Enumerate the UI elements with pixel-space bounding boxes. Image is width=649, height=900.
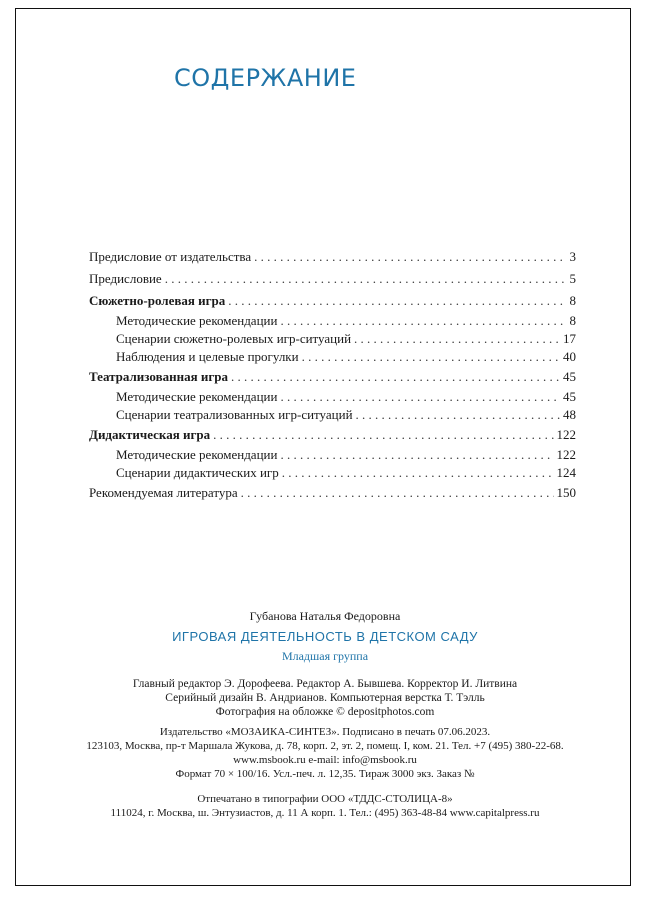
toc-entry-page: 40: [563, 349, 576, 364]
toc-leader-dots: [213, 424, 553, 446]
toc-entry-label: Сценарии сюжетно-ролевых игр-ситуаций: [116, 331, 352, 346]
toc-leader-dots: [241, 482, 554, 504]
toc-entry-label: Предисловие от издательства: [89, 249, 252, 264]
toc-entry-page: 48: [563, 407, 576, 422]
toc-subentry[interactable]: [89, 388, 576, 406]
toc-entry-page: 45: [563, 389, 576, 404]
toc-entry-page: 150: [556, 485, 576, 500]
book-subtitle: Младшая группа: [281, 649, 369, 663]
toc-subentry[interactable]: [89, 446, 576, 464]
toc-leader-dots: [356, 406, 560, 424]
toc-leader-dots: [280, 446, 553, 464]
publisher-line: 123103, Москва, пр-т Маршала Жукова, д. 78, корп. 2, эт. 2, помещ. I, ком. 21. Тел. +7 (495) 380-22-68.: [86, 740, 564, 752]
author-name: Губанова Наталья Федоровна: [249, 609, 401, 623]
credits-line: Фотография на обложке © depositphotos.com: [215, 706, 435, 718]
toc-leader-dots: [280, 388, 560, 406]
publisher-line: www.msbook.ru e-mail: info@msbook.ru: [233, 754, 417, 766]
toc-leader-dots: [354, 330, 560, 348]
credits-block: [60, 677, 590, 719]
publisher-line: Издательство «МОЗАИКА-СИНТЕЗ». Подписано в печать 07.06.2023.: [159, 726, 491, 738]
toc-leader-dots: [302, 348, 560, 366]
printer-line: Отпечатано в типографии ООО «ТДДС-СТОЛИЦА-8»: [197, 793, 453, 805]
toc-entry-label: Предисловие: [89, 271, 162, 286]
toc-section-entry[interactable]: [89, 290, 576, 312]
toc-leader-dots: [254, 246, 566, 268]
toc-entry-label: Наблюдения и целевые прогулки: [116, 349, 299, 364]
toc-entry[interactable]: [89, 482, 576, 504]
toc-section-entry[interactable]: [89, 366, 576, 388]
toc-entry[interactable]: [89, 246, 576, 268]
toc-entry-label: Методические рекомендации: [116, 389, 278, 404]
toc-entry-label: Сценарии театрализованных игр-ситуаций: [116, 407, 353, 422]
toc-subentry[interactable]: [89, 330, 576, 348]
table-of-contents: [89, 246, 576, 504]
toc-subentry[interactable]: [89, 312, 576, 330]
toc-entry[interactable]: [89, 268, 576, 290]
toc-section-entry[interactable]: [89, 424, 576, 446]
toc-leader-dots: [231, 366, 560, 388]
toc-subentry[interactable]: [89, 406, 576, 424]
printer-block: [60, 792, 590, 820]
book-title: ИГРОВАЯ ДЕЯТЕЛЬНОСТЬ В ДЕТСКОМ САДУ: [172, 629, 478, 644]
toc-subentry[interactable]: [89, 348, 576, 366]
page-title: СОДЕРЖАНИЕ: [174, 64, 357, 92]
credits-line: Серийный дизайн В. Андрианов. Компьютерная верстка Т. Тэлль: [165, 692, 485, 704]
toc-entry-label: Сценарии дидактических игр: [116, 465, 279, 480]
toc-entry-label: Методические рекомендации: [116, 447, 278, 462]
toc-entry-label: Методические рекомендации: [116, 313, 278, 328]
toc-entry-page: 122: [556, 447, 576, 462]
toc-section-label: Дидактическая игра: [89, 427, 211, 442]
toc-subentry[interactable]: [89, 464, 576, 482]
publisher-block: [60, 725, 590, 781]
toc-entry-page: 122: [556, 427, 576, 442]
toc-leader-dots: [280, 312, 566, 330]
toc-entry-page: 124: [556, 465, 576, 480]
printer-line: 111024, г. Москва, ш. Энтузиастов, д. 11 А корп. 1. Тел.: (495) 363-48-84 www.capitalpress.ru: [110, 807, 540, 819]
toc-entry-page: 17: [563, 331, 576, 346]
toc-leader-dots: [165, 268, 567, 290]
publisher-line: Формат 70 × 100/16. Усл.-печ. л. 12,35. Тираж 3000 экз. Заказ №: [175, 768, 475, 780]
toc-entry-page: 45: [563, 369, 576, 384]
toc-entry-page: 5: [569, 271, 576, 286]
toc-leader-dots: [228, 290, 566, 312]
credits-line: Главный редактор Э. Дорофеева. Редактор А. Бывшева. Корректор И. Литвина: [132, 678, 518, 690]
toc-entry-label: Рекомендуемая литература: [89, 485, 238, 500]
toc-entry-page: 8: [569, 293, 576, 308]
toc-entry-page: 3: [569, 249, 576, 264]
toc-section-label: Сюжетно-ролевая игра: [89, 293, 226, 308]
toc-entry-page: 8: [569, 313, 576, 328]
toc-section-label: Театрализованная игра: [89, 369, 229, 384]
toc-leader-dots: [282, 464, 554, 482]
